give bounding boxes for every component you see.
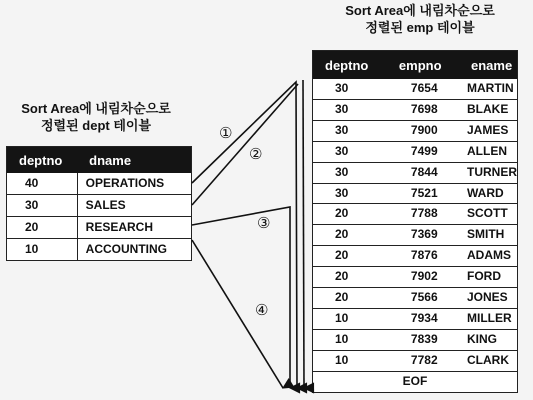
emp-cell-deptno: 10 — [313, 329, 387, 350]
emp-cell-deptno: 20 — [313, 246, 387, 267]
emp-cell-ename: ADAMS — [459, 246, 518, 267]
emp-eof-cell: EOF — [402, 373, 428, 388]
dept-cell-deptno: 40 — [7, 173, 78, 195]
arrow-pass-2 — [192, 84, 298, 205]
dept-cell-dname: OPERATIONS — [77, 173, 191, 195]
emp-cell-deptno: 20 — [313, 225, 387, 246]
emp-cell-empno: 7566 — [387, 288, 459, 309]
dept-cell-deptno: 30 — [7, 195, 78, 217]
marker-1: ① — [219, 124, 233, 142]
emp-cell-deptno: 20 — [313, 288, 387, 309]
emp-cell-ename: SMITH — [459, 225, 518, 246]
dept-header-dname: dname — [77, 147, 191, 174]
dept-cell-dname: RESEARCH — [77, 217, 191, 239]
emp-header-deptno: deptno — [313, 51, 387, 80]
emp-caption-line-1: Sort Area에 내림차순으로 — [345, 3, 495, 18]
arrow-pass-3 — [192, 207, 290, 388]
marker-3: ③ — [257, 214, 271, 232]
emp-cell-deptno: 30 — [313, 120, 387, 141]
emp-cell-ename: FORD — [459, 267, 518, 288]
emp-cell-deptno: 10 — [313, 308, 387, 329]
dept-cell-deptno: 10 — [7, 239, 78, 261]
emp-cell-deptno: 30 — [313, 99, 387, 120]
dept-caption-line-2: 정렬된 dept 테이블 — [40, 118, 151, 133]
emp-cell-deptno: 30 — [313, 79, 387, 99]
dept-header-deptno: deptno — [7, 147, 78, 174]
emp-cell-empno: 7654 — [387, 79, 459, 99]
emp-cell-ename: SCOTT — [459, 204, 518, 225]
emp-cell-deptno: 20 — [313, 267, 387, 288]
emp-cell-ename: BLAKE — [459, 99, 518, 120]
emp-cell-empno: 7876 — [387, 246, 459, 267]
emp-header-ename: ename — [459, 51, 518, 80]
dept-caption-line-1: Sort Area에 내림차순으로 — [21, 101, 171, 116]
dept-cell-dname: ACCOUNTING — [77, 239, 191, 261]
emp-cell-ename: KING — [459, 329, 518, 350]
emp-cell-deptno: 10 — [313, 350, 387, 371]
marker-4: ④ — [255, 301, 269, 319]
emp-cell-ename: WARD — [459, 183, 518, 204]
emp-cell-ename: MARTIN — [459, 79, 518, 99]
emp-header-empno: empno — [387, 51, 459, 80]
emp-cell-ename: JAMES — [459, 120, 518, 141]
emp-cell-deptno: 30 — [313, 183, 387, 204]
arrow-pass-4 — [192, 240, 283, 388]
emp-cell-ename: CLARK — [459, 350, 518, 371]
emp-cell-empno: 7788 — [387, 204, 459, 225]
dept-cell-dname: SALES — [77, 195, 191, 217]
emp-cell-empno: 7839 — [387, 329, 459, 350]
emp-cell-empno: 7698 — [387, 99, 459, 120]
emp-cell-empno: 7369 — [387, 225, 459, 246]
emp-cell-empno: 7902 — [387, 267, 459, 288]
emp-cell-ename: MILLER — [459, 308, 518, 329]
emp-cell-ename: JONES — [459, 288, 518, 309]
arrow-pass-2-down — [303, 80, 304, 388]
emp-cell-empno: 7900 — [387, 120, 459, 141]
emp-cell-empno: 7844 — [387, 162, 459, 183]
emp-cell-ename: TURNER — [459, 162, 518, 183]
emp-cell-ename: ALLEN — [459, 141, 518, 162]
emp-cell-deptno: 30 — [313, 141, 387, 162]
emp-cell-deptno: 20 — [313, 204, 387, 225]
emp-cell-empno: 7521 — [387, 183, 459, 204]
emp-cell-empno: 7782 — [387, 350, 459, 371]
emp-cell-empno: 7499 — [387, 141, 459, 162]
emp-cell-empno: 7934 — [387, 308, 459, 329]
marker-2: ② — [249, 145, 263, 163]
arrow-pass-1 — [192, 82, 297, 388]
emp-cell-deptno: 30 — [313, 162, 387, 183]
emp-caption-line-2: 정렬된 emp 테이블 — [365, 20, 475, 35]
dept-cell-deptno: 20 — [7, 217, 78, 239]
